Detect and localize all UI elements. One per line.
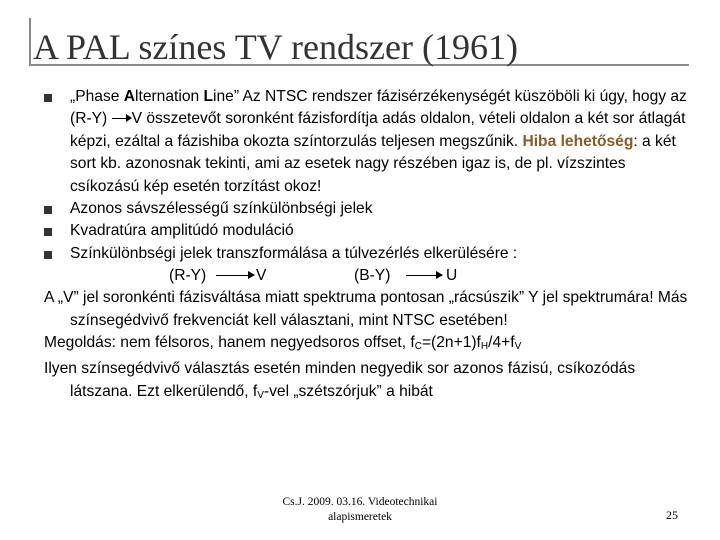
transform-by: (B-Y) bbox=[354, 267, 391, 285]
paragraph-v-phase: A „V” jel soronkénti fázisváltása miatt spektruma pontosan „rácsúszik” Y jel spektrumára! Más színsegédvivő frekvenciát kell választani, mint NTSC esetében! bbox=[44, 289, 688, 329]
bullet-square-icon bbox=[44, 228, 52, 236]
bullet-pal-definition: „Phase Alternation Line” Az NTSC rendszer fázisérzékenységét küszöböli ki úgy, hogy az (R-Y) V összetevőt soronként fázisfordítja adás oldalon, vételi oldalon a két sor átlagát képzi, ezáltal a fázishiba okozta színtorzulás teljesen megszűnik. Hiba lehetőség: a két sort kb. azonosnak tekinti, ami az esetek nagy részében igaz is, de pl. vízszintes csíkozású kép esetén torzítást okoz! bbox=[44, 86, 694, 198]
footer-author-date: Cs.J. 2009. 03.16. Videotechnikai alapismeretek bbox=[282, 496, 438, 523]
bullet-transform: Színkülönbségi jelek transzformálása a túlvezérlés elkerülésére : bbox=[44, 243, 694, 265]
bullet-bandwidth: Azonos sávszélességű színkülönbségi jelek bbox=[44, 198, 694, 220]
slide-body bbox=[44, 86, 694, 407]
highlight-error-possibility: Hiba lehetőség bbox=[522, 132, 634, 150]
transform-v: V bbox=[256, 267, 267, 285]
slide-title: A PAL színes TV rendszer (1961) bbox=[33, 27, 518, 67]
transform-ry: (R-Y) bbox=[169, 267, 207, 285]
transform-u: U bbox=[446, 267, 458, 285]
arrow-to-v bbox=[112, 113, 132, 123]
bullet-square-icon bbox=[44, 251, 52, 259]
bullet-square-icon bbox=[44, 206, 52, 214]
page-number: 25 bbox=[666, 508, 678, 522]
paragraph-carrier-choice: Ilyen színsegédvivő választás esetén minden negyedik sor azonos fázisú, csíkozódás látszana. Ezt elkerülendő, $f_V$-vel „szétszórjuk” a hibát bbox=[44, 360, 636, 401]
arrow-icon bbox=[406, 275, 442, 276]
bullet-qam: Kvadratúra amplitúdó moduláció bbox=[44, 220, 694, 242]
arrow-icon bbox=[216, 275, 254, 276]
title-frame-vertical bbox=[29, 18, 31, 66]
bullet-square-icon bbox=[44, 94, 52, 102]
transform-row bbox=[44, 265, 694, 287]
paragraph-solution: Megoldás: nem félsoros, hanem negyedsoros offset, $f_C=(2n+1)f_H/4+f_V$ bbox=[44, 334, 522, 353]
